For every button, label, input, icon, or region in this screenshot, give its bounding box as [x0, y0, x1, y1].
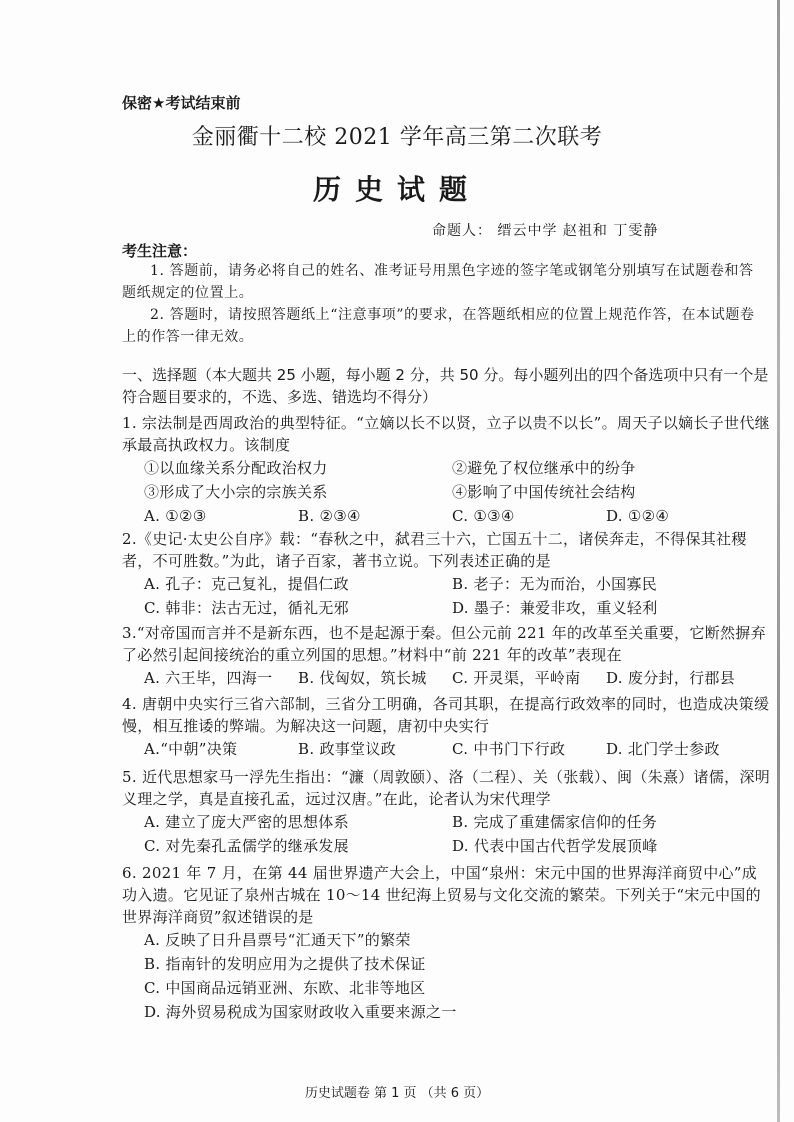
- statement-item: ④影响了中国传统社会结构: [452, 483, 636, 501]
- exam-title: 金丽衢十二校 2021 学年高三第二次联考: [191, 125, 603, 150]
- question-stem: 1. 宗法制是西周政治的典型特征。“立嫡以长不以贤，立子以贵不以长”。周天子以嫡长子世代继承最高执政权力。该制度: [122, 414, 770, 454]
- option-b[interactable]: B. 老子：无为而治，小国寡民: [452, 575, 658, 593]
- notice-block: [122, 260, 762, 348]
- statement-row: [144, 480, 772, 504]
- notice-heading: 考生注意：: [122, 242, 198, 260]
- notice-item: 2. 答题时，请按照答题纸上“注意事项”的要求，在答题纸相应的位置上规范作答，在本试题卷上的作答一律无效。: [122, 307, 755, 345]
- option-a[interactable]: A. ①②③: [144, 507, 207, 525]
- option-b[interactable]: B. 政事堂议政: [298, 740, 396, 758]
- statement-item: ②避免了权位继承中的纷争: [452, 459, 636, 477]
- question-stem: 6. 2021 年 7 月，在第 44 届世界遗产大会上，中国“泉州：宋元中国的世界海洋商贸中心”成功入遗。它见证了泉州古城在 10～14 世纪海上贸易与文化交流的繁荣。下列关于“宋元中国的世界海洋商贸”叙述错误的是: [122, 864, 761, 926]
- option-a[interactable]: A. 孔子：克己复礼，提倡仁政: [144, 575, 349, 593]
- option-b[interactable]: B. 完成了重建儒家信仰的任务: [452, 813, 658, 831]
- option-row: [144, 737, 772, 761]
- option-row: [144, 572, 772, 596]
- option-d[interactable]: D. 代表中国古代哲学发展顶峰: [452, 837, 658, 855]
- question-6: [122, 862, 772, 1024]
- statement-row: [144, 456, 772, 480]
- confidential-label: 保密★考试结束前: [122, 94, 241, 112]
- option-b[interactable]: B. 指南针的发明应用为之提供了技术保证: [144, 955, 426, 973]
- question-3: [122, 622, 772, 690]
- question-stem: 3.“对帝国而言并不是新东西，也不是起源于秦。但公元前 221 年的改革至关重要，它断然摒弃了必然引起间接统治的重立列国的思想。”材料中“前 221 年的改革”表现在: [122, 624, 766, 664]
- option-d[interactable]: D. 废分封，行郡县: [606, 669, 736, 687]
- option-row: [144, 952, 772, 976]
- option-c[interactable]: C. 开灵渠，平岭南: [452, 669, 581, 687]
- option-c[interactable]: C. 中书门下行政: [452, 740, 566, 758]
- option-row: [144, 666, 772, 690]
- option-d[interactable]: D. 墨子：兼爱非攻，重义轻利: [452, 599, 658, 617]
- question-stem: 5. 近代思想家马一浮先生指出：“濂（周敦颐）、洛（二程）、关（张载）、闽（朱熹）诸儒，深明义理之学，真是直接孔孟，远过汉唐。”在此，论者认为宋代理学: [122, 768, 771, 808]
- authors-line: 命题人： 缙云中学 赵祖和 丁雯静: [432, 223, 659, 239]
- option-c[interactable]: C. ①③④: [452, 507, 515, 525]
- option-row: [144, 976, 772, 1000]
- option-row: [144, 928, 772, 952]
- page-footer: 历史试题卷 第 1 页 （共 6 页）: [304, 1086, 490, 1101]
- option-a[interactable]: A. 六王毕，四海一: [144, 669, 273, 687]
- option-row: [144, 834, 772, 858]
- option-b[interactable]: B. 伐匈奴，筑长城: [298, 669, 427, 687]
- question-5: [122, 766, 772, 858]
- notice-item: 1. 答题前，请务必将自己的姓名、准考证号用黑色字迹的签字笔或钢笔分别填写在试题卷和答题纸规定的位置上。: [122, 263, 754, 301]
- question-1: [122, 412, 772, 528]
- option-row: [144, 1000, 772, 1024]
- option-row: [144, 504, 772, 528]
- statement-item: ①以血缘关系分配政治权力: [144, 459, 328, 477]
- option-d[interactable]: D. 海外贸易税成为国家财政收入重要来源之一: [144, 1003, 457, 1021]
- option-c[interactable]: C. 中国商品远销亚洲、东欧、北非等地区: [144, 979, 426, 997]
- option-row: [144, 810, 772, 834]
- option-row: [144, 596, 772, 620]
- question-2: [122, 528, 772, 620]
- option-d[interactable]: D. 北门学士参政: [606, 740, 720, 758]
- option-a[interactable]: A. 反映了日升昌票号“汇通天下”的繁荣: [144, 931, 411, 949]
- option-c[interactable]: C. 对先秦孔孟儒学的继承发展: [144, 837, 349, 855]
- question-4: [122, 693, 772, 761]
- option-c[interactable]: C. 韩非：法古无过，循礼无邪: [144, 599, 349, 617]
- subject-title: 历史试题: [312, 173, 481, 206]
- question-stem: 2.《史记·太史公自序》载：“春秋之中，弑君三十六，亡国五十二，诸侯奔走，不得保其社稷者，不可胜数。”为此，诸子百家，著书立说。下列表述正确的是: [122, 530, 747, 570]
- section-heading: 一、选择题（本大题共 25 小题，每小题 2 分，共 50 分。每小题列出的四个备选项中只有一个是符合题目要求的，不选、多选、错选均不得分）: [122, 366, 769, 406]
- statement-item: ③形成了大小宗的宗族关系: [144, 483, 328, 501]
- option-a[interactable]: A. 建立了庞大严密的思想体系: [144, 813, 349, 831]
- question-stem: 4. 唐朝中央实行三省六部制，三省分工明确，各司其职，在提高行政效率的同时，也造成决策缓慢，相互推诿的弊端。为解决这一问题，唐初中央实行: [122, 695, 770, 735]
- option-d[interactable]: D. ①②④: [606, 507, 670, 525]
- option-b[interactable]: B. ②③④: [298, 507, 361, 525]
- option-a[interactable]: A.“中朝”决策: [144, 740, 238, 758]
